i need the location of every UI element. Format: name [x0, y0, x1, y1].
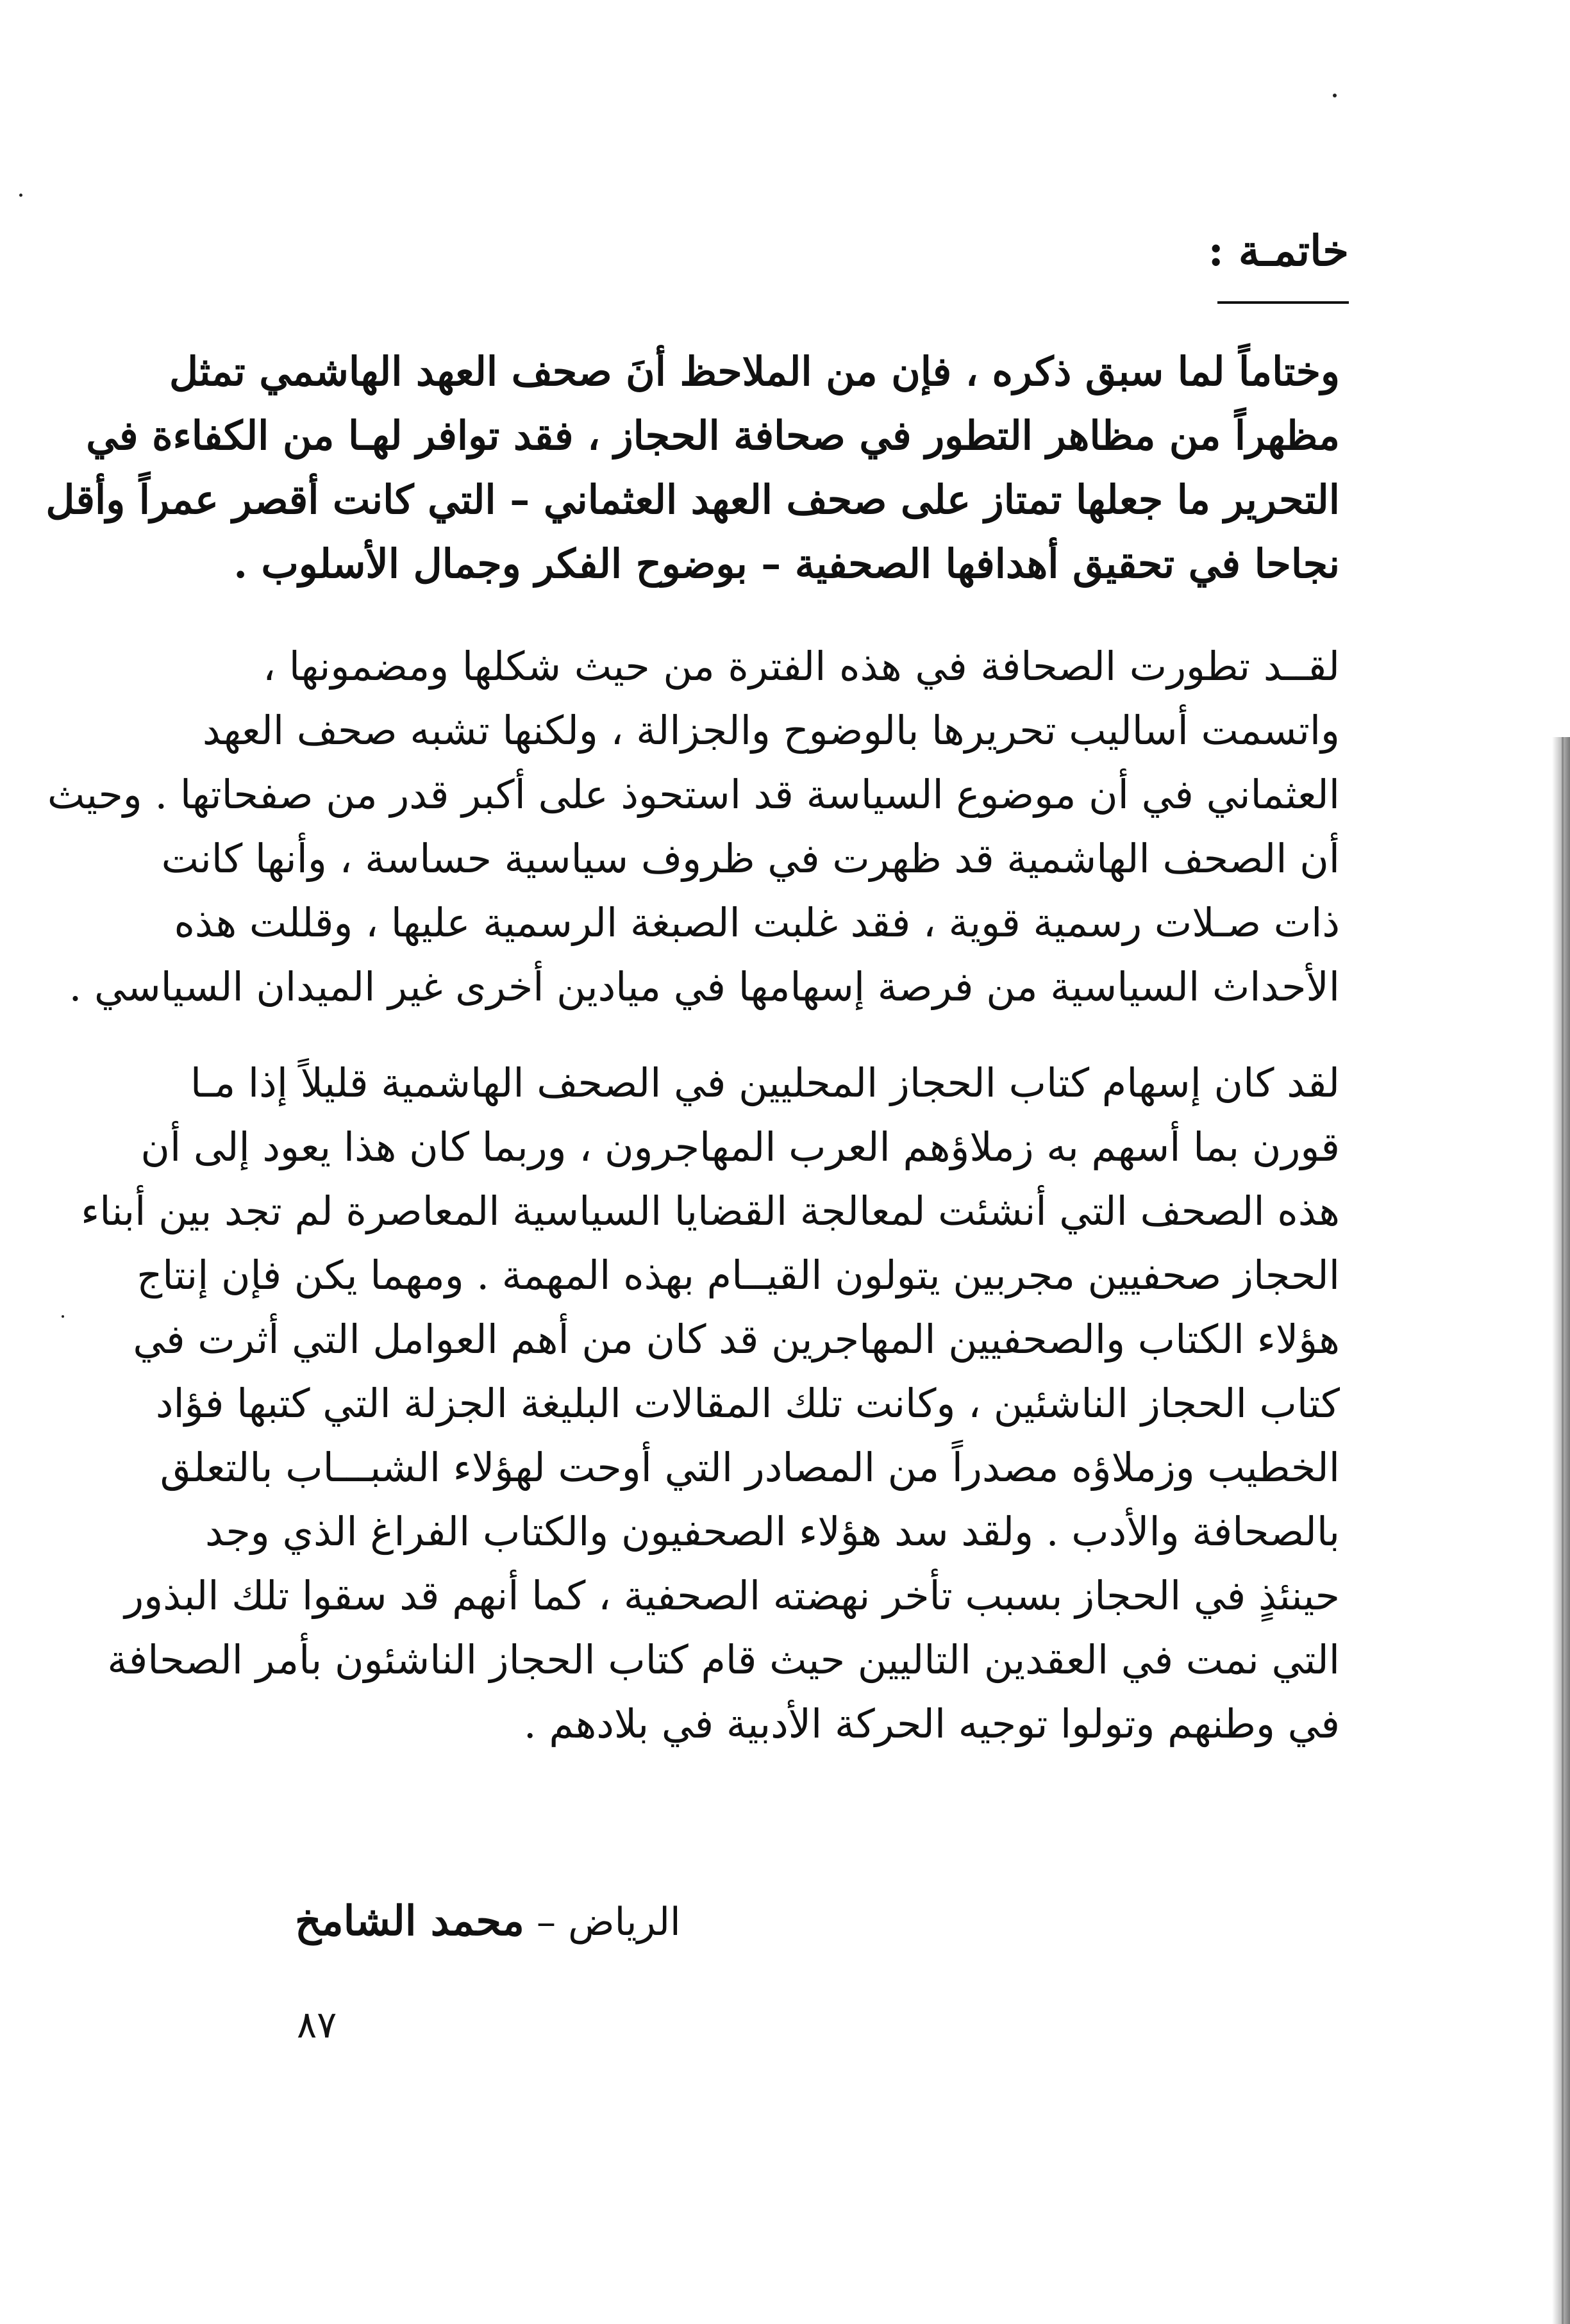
signature-place: الرياض –: [537, 1900, 681, 1945]
text-line: قورن بما أسهم به زملاؤهم العرب المهاجرون ، وربما كان هذا يعود إلى أن: [140, 1124, 1340, 1170]
paragraph-1: [46, 340, 1340, 596]
text-line: حينئذٍ في الحجاز بسبب تأخر نهضته الصحفية ، كما أنهم قد سقوا تلك البذور: [124, 1572, 1340, 1619]
text-line: كتاب الحجاز الناشئين ، وكانت تلك المقالات البليغة الجزلة التي كتبها فؤاد: [155, 1380, 1340, 1427]
text-line: لقد كان إسهام كتاب الحجاز المحليين في الصحف الهاشمية قليلاً إذا مـا: [190, 1059, 1340, 1106]
text-line: هؤلاء الكتاب والصحفيين المهاجرين قد كان من أهم العوامل التي أثرت في: [133, 1316, 1340, 1363]
signature-name: محمد الشامخ: [295, 1897, 524, 1945]
text-line: أن الصحف الهاشمية قد ظهرت في ظروف سياسية حساسة ، وأنها كانت: [161, 835, 1340, 882]
text-line: مظهراً من مظاهر التطور في صحافة الحجاز ، فقد توافر لهـا من الكفاءة في: [86, 412, 1340, 459]
text-line: لقــد تطورت الصحافة في هذه الفترة من حيث شكلها ومضمونها ،: [263, 643, 1340, 690]
signature: [295, 1897, 681, 1945]
text-line: ذات صـلات رسمية قوية ، فقد غلبت الصبغة الرسمية عليها ، وقللت هذه: [174, 899, 1340, 946]
heading-underline: [1217, 301, 1349, 304]
text-line: نجاحا في تحقيق أهدافها الصحفية – بوضوح الفكر وجمال الأسلوب .: [233, 540, 1340, 587]
scan-speck: [62, 1315, 64, 1318]
paragraph-3: [81, 1051, 1340, 1756]
text-line: هذه الصحف التي أنشئت لمعالجة القضايا السياسية المعاصرة لم تجد بين أبناء: [81, 1188, 1340, 1234]
scan-speck: [1333, 94, 1337, 97]
text-line: في وطنهم وتولوا توجيه الحركة الأدبية في بلادهم .: [523, 1700, 1340, 1747]
page-edge-line: [1562, 737, 1564, 2324]
text-line: واتسمت أساليب تحريرها بالوضوح والجزالة ، ولكنها تشبه صحف العهد: [202, 707, 1340, 754]
text-line: بالصحافة والأدب . ولقد سد هؤلاء الصحفيون والكتاب الفراغ الذي وجد: [205, 1508, 1340, 1555]
text-line: التحرير ما جعلها تمتاز على صحف العهد العثماني – التي كانت أقصر عمراً وأقل: [46, 476, 1340, 523]
page-edge-shadow: [1552, 737, 1570, 2324]
page-number: ٨٧: [297, 2003, 337, 2046]
text-line: وختاماً لما سبق ذكره ، فإن من الملاحظ أنَ صحف العهد الهاشمي تمثل: [169, 348, 1340, 395]
text-line: التي نمت في العقدين التاليين حيث قام كتاب الحجاز الناشئون بأمر الصحافة: [107, 1636, 1340, 1683]
text-line: العثماني في أن موضوع السياسة قد استحوذ على أكبر قدر من صفحاتها . وحيث: [47, 771, 1340, 818]
text-line: الأحداث السياسية من فرصة إسهامها في ميادين أخرى غير الميدان السياسي .: [69, 963, 1340, 1010]
section-heading: خاتمـة :: [1208, 226, 1349, 276]
scan-speck: [19, 194, 22, 197]
paragraph-2: [47, 635, 1340, 1019]
text-line: الحجاز صحفيين مجربين يتولون القيــام بهذه المهمة . ومهما يكن فإن إنتاج: [137, 1252, 1340, 1299]
text-line: الخطيب وزملاؤه مصدراً من المصادر التي أوحت لهؤلاء الشبـــاب بالتعلق: [160, 1444, 1340, 1491]
